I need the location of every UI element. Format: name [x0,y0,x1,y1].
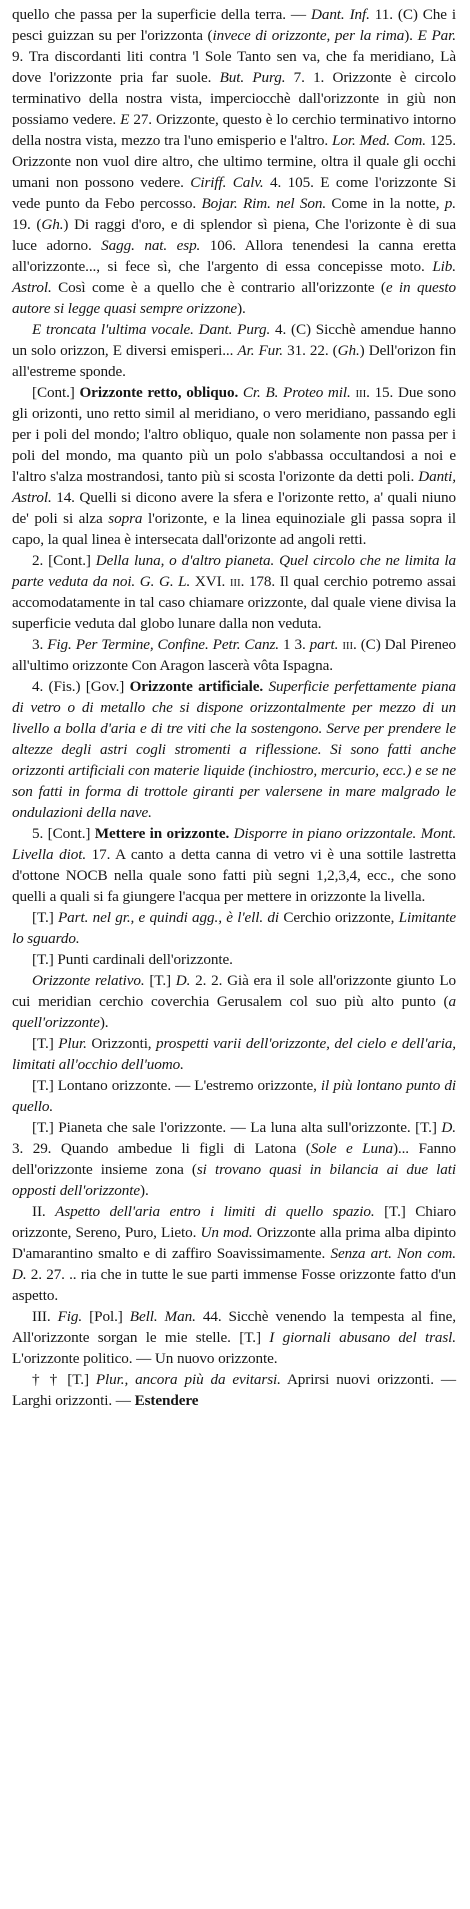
italic-text: D. [441,1119,456,1136]
body-text: 4. (Fis.) [Gov.] [32,678,130,695]
italic-text: part. [309,636,339,653]
body-text: III. [32,1308,58,1325]
italic-text: Plur., ancora più da evitarsi. [95,1371,281,1388]
italic-text: Disporre in piano orizzontale. Mont. Livella diot. [12,825,457,863]
body-text: [T.] [32,1035,59,1052]
entry-paragraph [12,1033,456,1075]
body-text: † † [T.] [32,1371,96,1388]
body-text: 3. 29. Quando ambedue li figli di Latona ( [12,1140,311,1157]
body-text: [T.] Chiaro orizzonte, Sereno, Puro, Lieto. [12,1203,456,1241]
entry-paragraph [12,676,456,823]
italic-text: prospetti varii dell'orizzonte, del cielo e dell'aria, limitati all'occhio dell'uomo. [12,1035,457,1073]
entry-paragraph [12,550,456,634]
body-text: 2. [Cont.] [32,552,96,569]
body-text: II. [32,1203,56,1220]
italic-text: Cr. B. Proteo mil. [242,384,351,401]
body-text: 27. Orizzonte, questo è lo cerchio terminativo intorno della nostra vista, mezzo tra l'uno emisperio e l'altro. [12,111,457,149]
body-text: Orizzonte alla prima alba dipinto D'amarantino smalto e di zaffiro Soavissimamente. [12,1224,456,1262]
orizzonte-entry-text [12,4,456,1411]
body-text: . 178. Il qual cerchio potremo assai accomodatamente in tal caso chiamare orizzonte, dal quale viene divisa la superficie veduta dal globo lunare dalla non veduta. [12,573,456,632]
body-text: 4. 105. E come l'orizzonte Si vede punto da Febo percosso. [12,174,456,212]
body-text: ). [99,1014,109,1031]
italic-text: Danti, Astrol. [12,468,456,506]
body-text: 14. Quelli si dicono avere la sfera e l'orizonte retto, a' quali niuno de' poli si alza [12,489,456,527]
body-text: 9. Tra discordanti liti contra 'l Sole Tanto sen va, che fa meridiano, Là dove l'orizzonte pria far suole. [12,48,456,86]
body-text: )... Fanno dell'orizzonte insieme zona ( [12,1140,456,1178]
body-text: 2. 2. Già era il sole all'orizzonte giunto Lo cui meridian cerchio coverchia Gerusalem col suo più alto punto ( [12,972,457,1010]
italic-text: Lor. Med. Com. [331,132,426,149]
entry-paragraph [12,907,456,949]
italic-text: Ar. Fur. [237,342,283,359]
body-text: Orizzonti, [86,1035,157,1052]
body-text: [Pol.] [82,1308,130,1325]
italic-text: E [120,111,130,128]
body-text: 2. 27. .. ria che in tutte le sue parti immense Fosse orizzonte fatto d'un aspetto. [12,1266,456,1304]
body-text: 5. [Cont.] [32,825,95,842]
body-text: XVI. [190,573,230,590]
body-text: 44. Sicchè venendo la tempesta al fine, All'orizzonte sorgan le mie stelle. [T.] [12,1308,456,1346]
entry-paragraph [12,1369,456,1411]
italic-text: Bojar. Rim. nel Son. [201,195,327,212]
italic-text: Fig. [57,1308,83,1325]
entry-paragraph [12,1075,456,1117]
body-text: ) Di raggi d'oro, e di splendor sì piena, Che l'orizonte è di sua luce adorno. [12,216,456,254]
body-text: . (C) Dal Pireneo all'ultimo orizzonte Con Aragon lascerà vôta Ispagna. [12,636,457,674]
entry-paragraph [12,823,456,907]
italic-text: Ciriff. Calv. [190,174,264,191]
body-text: Cerchio orizzonte, [279,909,399,926]
headword-phrase: Estendere [134,1392,199,1409]
italic-text: Lib. Astrol. [12,258,456,296]
italic-text: Della luna, o d'altro pianeta. Quel circolo che ne limita la parte veduta da noi. G. G. L. [12,552,456,590]
body-text: L'orizzonte politico. — Un nuovo orizzonte. [12,1350,278,1367]
body-text: Così come è a quello che è contrario all'orizzonte ( [51,279,386,296]
body-text: 3. [32,636,48,653]
roman-numeral: iii [355,384,367,401]
body-text: Aprirsi nuovi orizzonti. — Larghi orizzonti. — [12,1371,456,1409]
entry-paragraph [12,1117,456,1201]
entry-paragraph [12,949,456,970]
italic-text: Orizzonte relativo. [32,972,145,989]
body-text: ) Dell'orizon fin all'estreme sponde. [12,342,456,380]
body-text: [T.] Punti cardinali dell'orizzonte. [32,951,233,968]
body-text: ). [404,27,418,44]
body-text: 31. 22. ( [283,342,338,359]
headword-phrase: Orizzonte artificiale. [129,678,264,695]
body-text: [T.] [32,909,58,926]
body-text: [T.] Pianeta che sale l'orizzonte. — La luna alta sull'orizzonte. [T.] [32,1119,442,1136]
italic-text: But. Purg. [219,69,286,86]
body-text: ). [237,300,246,317]
italic-text: Limitante lo sguardo. [12,909,456,947]
headword-phrase: Orizzonte retto, obliquo. [79,384,239,401]
italic-text: I giornali abusano del trasl. [269,1329,457,1346]
italic-text: invece di orizzonte, per la rima [212,27,405,44]
entry-paragraph [12,1306,456,1369]
italic-text: Aspetto dell'aria entro i limiti di quello spazio. [55,1203,375,1220]
italic-text: sopra [108,510,143,527]
italic-text: E Par. [417,27,456,44]
entry-paragraph [12,970,456,1033]
headword-phrase: Mettere in orizzonte. [94,825,230,842]
italic-text: D. [175,972,191,989]
body-text: [T.] [144,972,176,989]
body-text: 106. Allora tenendesi la canna eretta all'orizzonte..., si fece sì, che l'argento di essa concepisse moto. [12,237,457,275]
italic-text: Fig. Per Termine, Confine. Petr. Canz. [47,636,279,653]
body-text: 7. 1. Orizzonte è circolo terminativo della nostra vista, imperciocchè dall'orizzonte in giù non possiamo vedere. [12,69,456,128]
italic-text: p. [444,195,456,212]
italic-text: Dant. Inf. [310,6,370,23]
italic-text: Gh. [337,342,360,359]
body-text: 125. Orizzonte non vuol dire altro, che ultimo termine, oltra il quale gli occhi umani non possono vedere. [12,132,456,191]
roman-numeral: iii [342,636,354,653]
italic-text: Sole e Luna [310,1140,393,1157]
body-text: ). [140,1182,149,1199]
body-text: [Cont.] [32,384,80,401]
entry-paragraph [12,1201,456,1306]
body-text: Come in la notte, [326,195,445,212]
italic-text: Plur. [58,1035,87,1052]
body-text: 11. (C) Che i pesci guizzan su per l'orizzonta ( [12,6,457,44]
entry-paragraph [12,319,456,382]
italic-text: si trovano quasi in bilancia ai due lati opposti dell'orizzonte [12,1161,457,1199]
italic-text: Superficie perfettamente piana di vetro o di metallo che si dispone orizzontalmente per mezzo di un livello a bolla d'aria e di tre viti che la sostengono. Serve per prendere le altezze degli astri cogli stromenti a riflessione. Si sono fatti anche orizzonti artificiali con materie liquide (inchiostro, mercurio, ecc.) e se ne son fatti in forma di trottole giranti per valersene in mare malgrado le ondulazioni della nave. [12,678,456,821]
body-text: quello che passa per la superficie della terra. — [12,6,311,23]
italic-text: il più lontano punto di quello. [12,1077,456,1115]
entry-paragraph [12,4,456,319]
italic-text: Sagg. nat. esp. [101,237,201,254]
italic-text: Gh. [41,216,64,233]
body-text: 19. ( [12,216,42,233]
body-text: 1 3. [278,636,310,653]
italic-text: e in questo autore si legge quasi sempre orizzone [12,279,457,317]
body-text: 17. A canto a detta canna di vetro vi è una sottile lastretta d'ottone NOCB nella quale sono fatti più segni 1,2,3,4, ecc., che sono quelli a quali si fa giungere l'acqua per mettere in orizzonte la livella. [12,846,456,905]
body-text: l'orizonte, e la linea equinoziale gli passa sopra il capo, la qual linea è intersecata dall'orizonte ad angoli retti. [12,510,457,548]
italic-text: E troncata l'ultima vocale. Dant. Purg. [32,321,271,338]
italic-text: Un mod. [200,1224,253,1241]
body-text: . 15. Due sono gli orizonti, uno retto simil al meridiano, o vero meridiano, passando egli per i poli del mondo; l'altro obliquo, quale non solamente non passa per i poli del mondo, ma quanto più un polo s'abbassa occultandosi a noi e l'altro s'alza mostrandosi, tanto più si scosta l'orizonte da detti poli. [12,384,456,485]
entry-paragraph [12,382,456,550]
italic-text: Part. nel gr., e quindi agg., è l'ell. di [58,909,280,926]
body-text: 4. (C) Sicchè amendue hanno un solo orizzon, E diversi emisperi... [12,321,456,359]
roman-numeral: iii [229,573,241,590]
body-text: [T.] Lontano orizzonte. — L'estremo orizzonte, [32,1077,321,1094]
italic-text: a quell'orizzonte [12,993,456,1031]
entry-paragraph [12,634,456,676]
italic-text: Senza art. Non com. D. [12,1245,456,1283]
italic-text: Bell. Man. [129,1308,196,1325]
